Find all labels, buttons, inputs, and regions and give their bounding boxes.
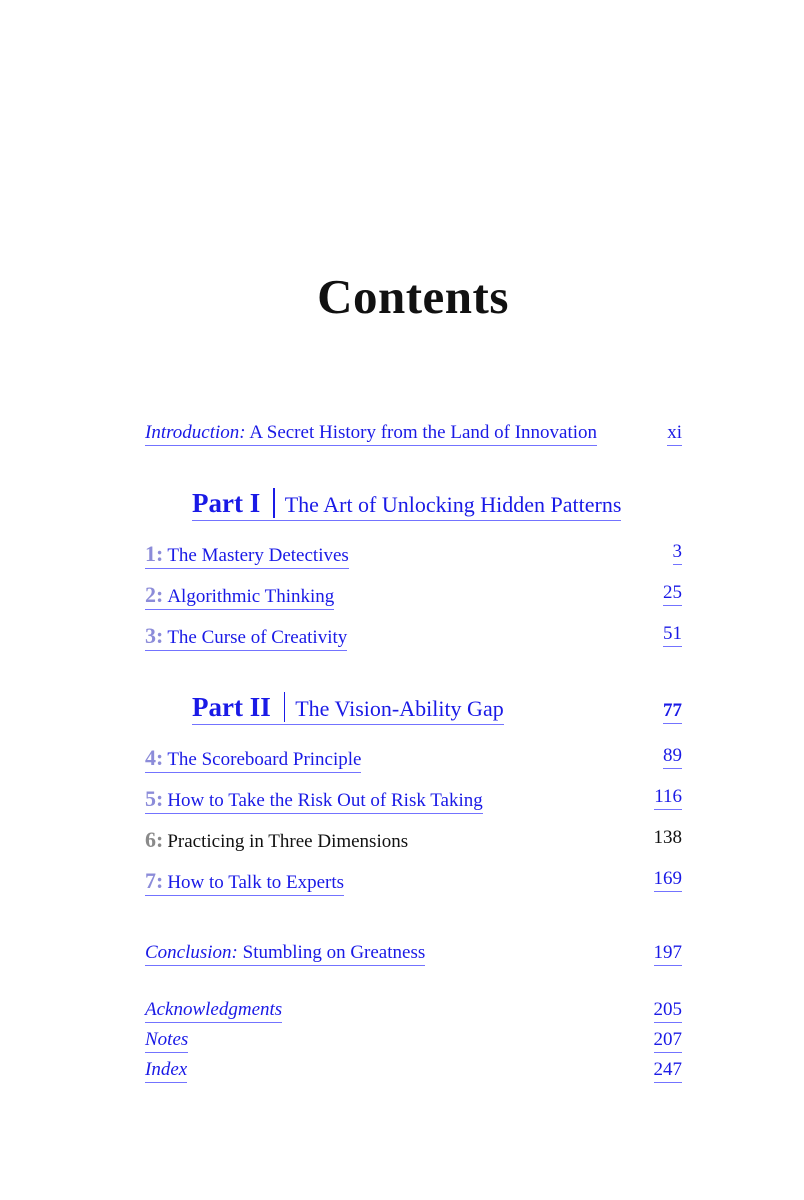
conclusion-page[interactable]: 197 [654, 942, 683, 966]
chapter-5-link[interactable] [145, 786, 483, 814]
chapter-number: 6: [145, 827, 164, 852]
toc-notes[interactable] [145, 1029, 682, 1059]
conclusion-link[interactable] [145, 942, 425, 966]
chapter-7-link[interactable] [145, 868, 344, 896]
part-2-page[interactable]: 77 [663, 700, 682, 724]
introduction-link[interactable] [145, 422, 597, 446]
part-divider [273, 488, 275, 518]
toc-chapter-1[interactable] [145, 541, 682, 571]
chapter-number: 2: [145, 582, 164, 607]
chapter-number: 3: [145, 623, 164, 648]
part-1-label: Part I [192, 488, 261, 518]
introduction-title: A Secret History from the Land of Innovation [249, 422, 598, 443]
chapter-title: The Curse of Creativity [167, 627, 348, 648]
toc-chapter-7[interactable] [145, 868, 682, 898]
toc-chapter-6 [145, 827, 682, 857]
chapter-title: Practicing in Three Dimensions [167, 831, 409, 852]
toc-chapter-3[interactable] [145, 623, 682, 653]
toc-part-2[interactable] [145, 692, 682, 728]
index-page[interactable]: 247 [654, 1059, 683, 1083]
chapter-3-link[interactable] [145, 623, 347, 651]
part-1-title: The Art of Unlocking Hidden Patterns [284, 492, 622, 517]
chapter-1-page[interactable]: 3 [673, 541, 683, 565]
chapter-2-link[interactable] [145, 582, 334, 610]
chapter-title: The Mastery Detectives [167, 545, 349, 566]
toc-acknowledgments[interactable] [145, 999, 682, 1029]
part-2-link[interactable] [192, 692, 504, 725]
toc-index[interactable] [145, 1059, 682, 1089]
introduction-page[interactable]: xi [667, 422, 682, 446]
chapter-1-link[interactable] [145, 541, 349, 569]
chapter-title: How to Talk to Experts [167, 872, 345, 893]
toc-introduction[interactable] [145, 422, 682, 452]
chapter-6-page: 138 [653, 827, 682, 848]
introduction-prefix: Introduction: [145, 422, 246, 443]
toc-part-1[interactable] [145, 488, 682, 524]
chapter-7-page[interactable]: 169 [654, 868, 683, 892]
chapter-title: How to Take the Risk Out of Risk Taking [167, 790, 483, 811]
notes-link[interactable]: Notes [145, 1029, 188, 1053]
chapter-number: 7: [145, 868, 164, 893]
notes-page[interactable]: 207 [654, 1029, 683, 1053]
chapter-3-page[interactable]: 51 [663, 623, 682, 647]
acknowledgments-link[interactable]: Acknowledgments [145, 999, 282, 1023]
conclusion-title: Stumbling on Greatness [242, 942, 426, 963]
chapter-4-page[interactable]: 89 [663, 745, 682, 769]
toc-chapter-2[interactable] [145, 582, 682, 612]
toc-conclusion[interactable] [145, 942, 682, 972]
chapter-4-link[interactable] [145, 745, 361, 773]
chapter-title: Algorithmic Thinking [167, 586, 335, 607]
part-1-link[interactable] [192, 488, 621, 521]
chapter-6-entry [145, 827, 408, 853]
chapter-number: 1: [145, 541, 164, 566]
chapter-5-page[interactable]: 116 [654, 786, 682, 810]
chapter-2-page[interactable]: 25 [663, 582, 682, 606]
toc-chapter-4[interactable] [145, 745, 682, 775]
part-divider [284, 692, 286, 722]
acknowledgments-page[interactable]: 205 [654, 999, 683, 1023]
chapter-number: 5: [145, 786, 164, 811]
page-title: Contents [317, 269, 509, 324]
chapter-number: 4: [145, 745, 164, 770]
conclusion-prefix: Conclusion: [145, 942, 238, 963]
chapter-title: The Scoreboard Principle [167, 749, 362, 770]
toc-chapter-5[interactable] [145, 786, 682, 816]
part-2-label: Part II [192, 692, 271, 722]
part-2-title: The Vision-Ability Gap [295, 696, 504, 721]
index-link[interactable]: Index [145, 1059, 187, 1083]
